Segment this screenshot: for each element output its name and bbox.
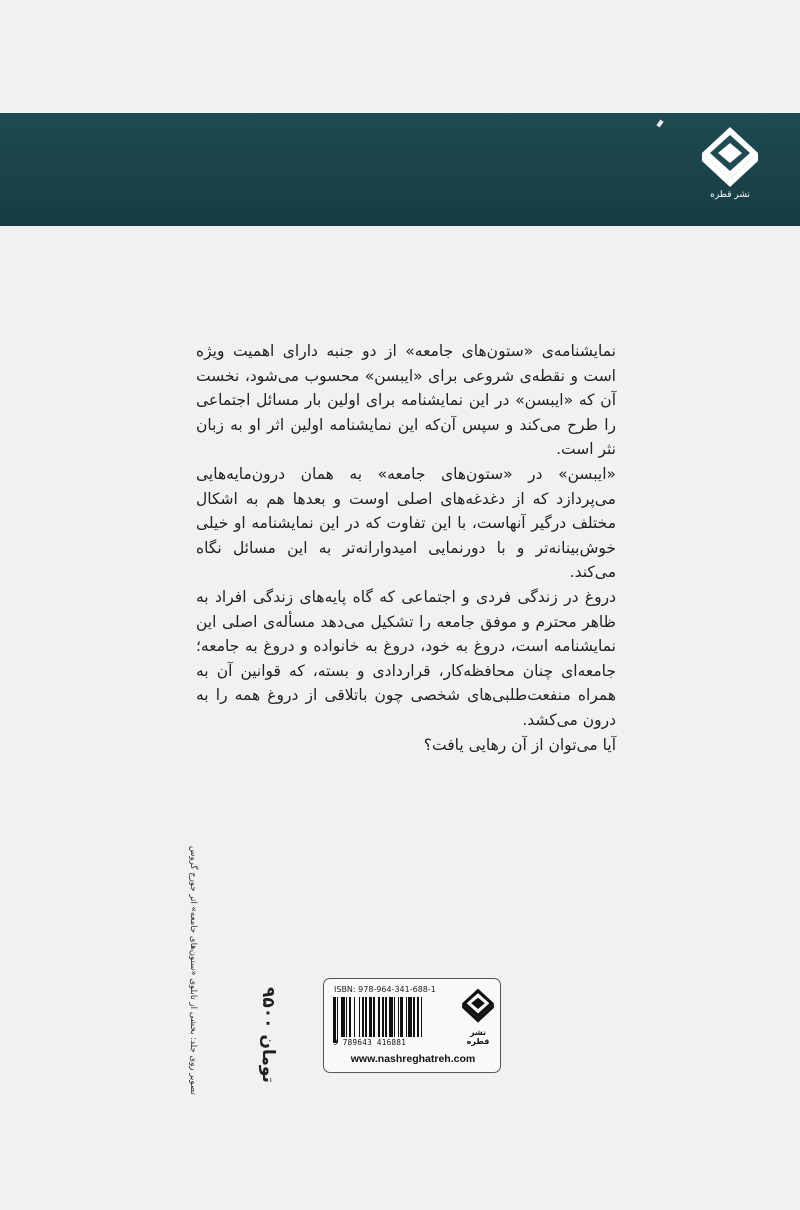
cover-image-credit: تصویر روی جلد: بخشی از تابلوی «ستون‌های جامعه» اثر جورج گروس (188, 845, 198, 1095)
top-color-band (0, 113, 800, 226)
publisher-name-top: نشر قطره (710, 190, 750, 200)
blurb-paragraph-1: نمایشنامه‌ی «ستون‌های جامعه» از دو جنبه دارای اهمیت ویژه است و نقطه‌ی شروعی برای «ایبسن» محسوب می‌شود، نخست آن که «ایبسن» در این نمایشنامه برای اولین بار مسائل اجتماعی را طرح می‌کند و سپس آن‌که این نمایشنامه اولین اثر او به زبان نثر است. (196, 342, 616, 459)
blurb-paragraph-3: دروغ در زندگی فردی و اجتماعی که گاه پایه‌های زندگی افراد به ظاهر محترم و موفق جامعه را تشکیل می‌دهد مسأله‌ی اصلی این نمایشنامه است، دروغ به خود، دروغ به خانواده و دروغ به جامعه؛ جامعه‌ای چنان محافظه‌کار، قراردادی و بسته، که قوانین آن به همراه منفعت‌طلبی‌های شخصی چون باتلاقی از دروغ همه را به درون می‌کشد. (196, 587, 616, 729)
qatreh-logo-icon (700, 125, 760, 187)
band-accent-mark (656, 119, 663, 127)
blurb-paragraph-4: آیا می‌توان از آن رهایی یافت؟ (423, 735, 616, 754)
isbn-label: ISBN: 978-964-341-688-1 (334, 985, 436, 994)
barcode-digits: 9 789643 416881 (333, 1038, 407, 1047)
publisher-logo-bottom (461, 987, 495, 1047)
publisher-website: www.nashreghatreh.com (350, 1053, 476, 1065)
barcode-bar (422, 997, 423, 1043)
publisher-name-bottom: نشر قطره (466, 1028, 490, 1046)
blurb-paragraph-2: «ایبسن» در «ستون‌های جامعه» به همان درون‌مایه‌هایی می‌پردازد که از دغدغه‌های اصلی اوست و بعدها هم به اشکال مختلف درگیر آنهاست، با این تفاوت که در این نمایشنامه او خیلی خوش‌بینانه‌تر و با دورنمایی امیدوارانه‌تر به این مسائل نگاه می‌کند. (196, 464, 616, 582)
qatreh-logo-small-icon (461, 987, 495, 1023)
isbn-box (323, 978, 501, 1073)
price-label: ۹۵۰۰ تومان (258, 987, 278, 1083)
back-cover-blurb (196, 339, 616, 757)
publisher-logo-top (698, 125, 762, 215)
